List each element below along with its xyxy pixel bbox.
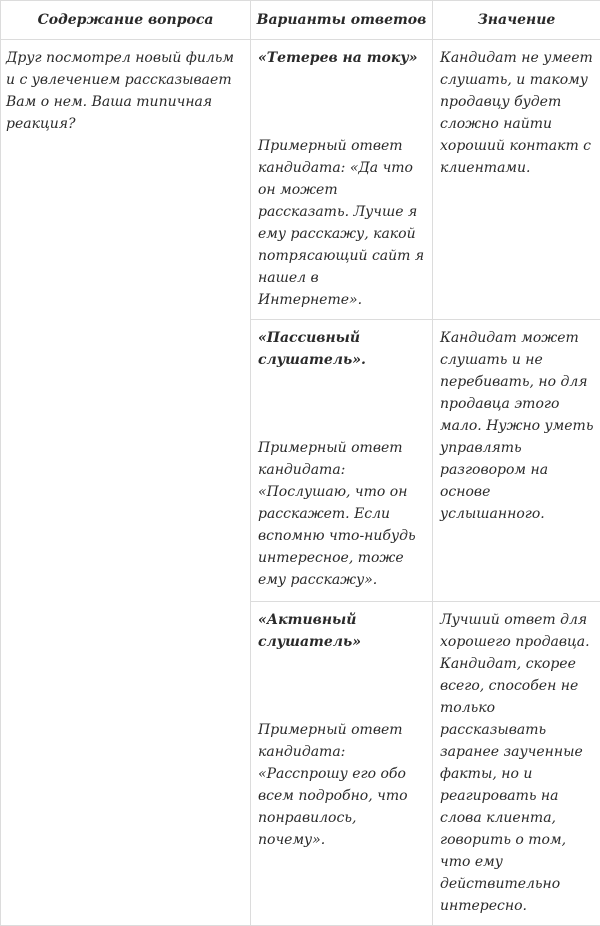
variant-cell xyxy=(251,40,433,320)
meaning-cell: Кандидат не умеет слушать, и такому продавцу будет сложно найти хороший контакт с клиентами. xyxy=(433,40,600,320)
meaning-cell: Кандидат может слушать и не перебивать, но для продавца этого мало. Нужно уметь управлять разговором на основе услышанного. xyxy=(433,320,600,602)
header-variants: Варианты ответов xyxy=(251,1,433,40)
variant-title: «Пассивный слушатель». xyxy=(258,327,426,371)
variant-title: «Активный слушатель» xyxy=(258,609,426,653)
meaning-cell: Лучший ответ для хорошего продавца. Кандидат, скорее всего, способен не только рассказывать заранее заученные факты, но и реагировать на слова клиента, говорить о том, что ему действительно интересно. xyxy=(433,602,600,926)
header-row xyxy=(1,1,600,40)
variant-title: «Тетерев на току» xyxy=(258,47,426,69)
variant-example: Примерный ответ кандидата: «Послушаю, что он расскажет. Если вспомню что-нибудь интересное, тоже ему расскажу». xyxy=(258,437,426,591)
variant-cell xyxy=(251,602,433,926)
variant-example: Примерный ответ кандидата: «Да что он может рассказать. Лучше я ему расскажу, какой потрясающий сайт я нашел в Интернете». xyxy=(258,135,426,311)
header-question: Содержание вопроса xyxy=(1,1,251,40)
table-row xyxy=(1,40,600,320)
header-meaning: Значение xyxy=(433,1,600,40)
question-cell: Друг посмотрел новый фильм и с увлечением рассказывает Вам о нем. Ваша типичная реакция? xyxy=(1,40,251,926)
variant-example: Примерный ответ кандидата: «Расспрошу его обо всем подробно, что понравилось, почему». xyxy=(258,719,426,851)
variant-cell xyxy=(251,320,433,602)
